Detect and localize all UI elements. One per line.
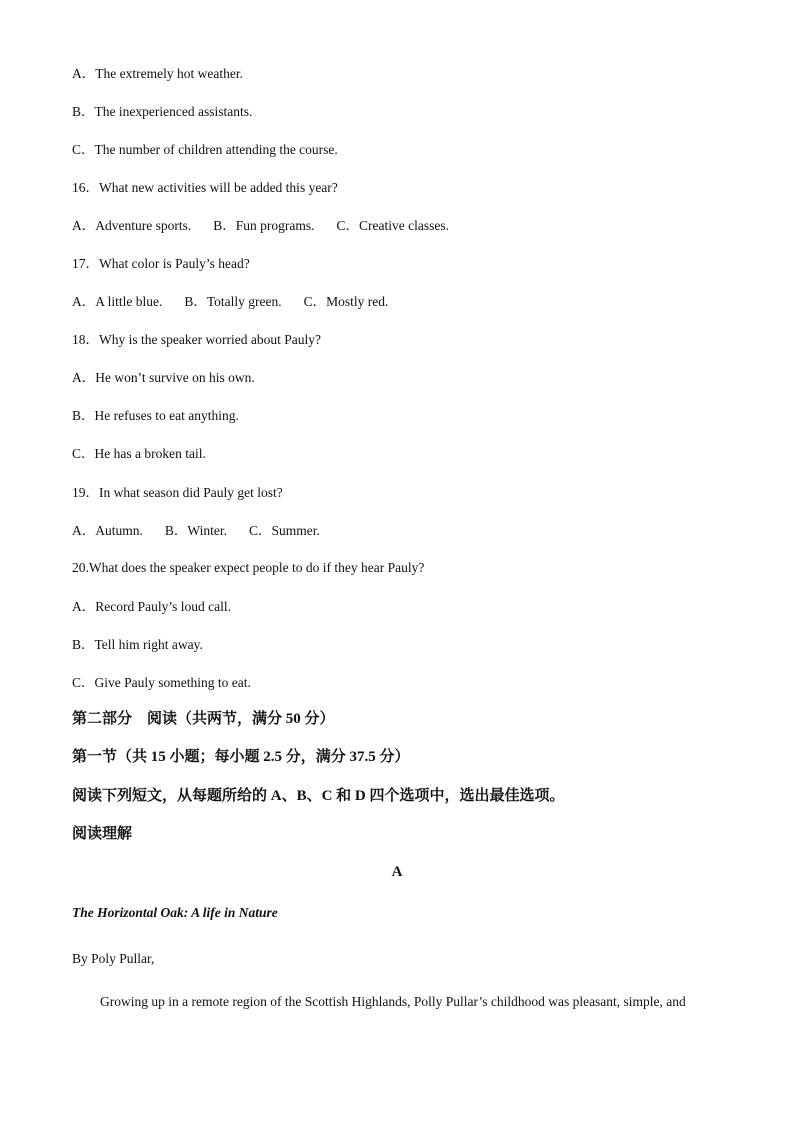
q20-question: 20.What does the speaker expect people to do if they hear Pauly? <box>72 560 425 575</box>
q18-option-c: C．He has a broken tail. <box>72 446 206 461</box>
q20-option-b: B．Tell him right away. <box>72 637 203 652</box>
q15-option-c: C．The number of children attending the course. <box>72 142 338 157</box>
q19-option-b: B．Winter. <box>164 523 227 538</box>
q18-option-b: B．He refuses to eat anything. <box>72 408 239 423</box>
q19-option-a: A．Autumn. <box>72 523 143 538</box>
passage-letter: A <box>391 864 403 880</box>
q19-question: 19．In what season did Pauly get lost? <box>72 485 283 500</box>
q16-question: 16．What new activities will be added this year? <box>72 180 338 195</box>
section1-title: 第一节（共 15 小题；每小题 2.5 分，满分 37.5 分） <box>72 749 410 765</box>
instruction: 阅读下列短文，从每题所给的 A、B、C 和 D 四个选项中，选出最佳选项。 <box>72 788 565 804</box>
q20-option-a: A．Record Pauly’s loud call. <box>72 599 231 614</box>
q18-question: 18．Why is the speaker worried about Pauly? <box>72 332 321 347</box>
q16-option-a: A．Adventure sports. <box>72 218 192 233</box>
q17-option-c: C．Mostly red. <box>303 294 389 309</box>
q17-option-a: A．A little blue. <box>72 294 163 309</box>
q19-option-c: C．Summer. <box>248 523 320 538</box>
passage-title: The Horizontal Oak: A life in Nature <box>72 905 278 920</box>
subsection-title: 阅读理解 <box>72 826 133 842</box>
q16-option-b: B．Fun programs. <box>213 218 315 233</box>
q15-option-a: A．The extremely hot weather. <box>72 66 243 81</box>
q17-question: 17．What color is Pauly’s head? <box>72 256 250 271</box>
q16-options <box>72 217 449 235</box>
q19-options <box>72 522 320 540</box>
part2-title: 第二部分 阅读（共两节，满分 50 分） <box>72 711 335 727</box>
passage-paragraph: Growing up in a remote region of the Scottish Highlands, Polly Pullar’s childhood was pleasant, simple, and <box>100 994 686 1009</box>
q17-option-b: B．Totally green. <box>184 294 282 309</box>
q20-option-c: C．Give Pauly something to eat. <box>72 675 251 690</box>
q15-option-b: B．The inexperienced assistants. <box>72 104 253 119</box>
q18-option-a: A．He won’t survive on his own. <box>72 370 255 385</box>
q17-options <box>72 293 388 311</box>
q16-option-c: C．Creative classes. <box>336 218 449 233</box>
passage-byline: By Poly Pullar, <box>72 951 155 966</box>
